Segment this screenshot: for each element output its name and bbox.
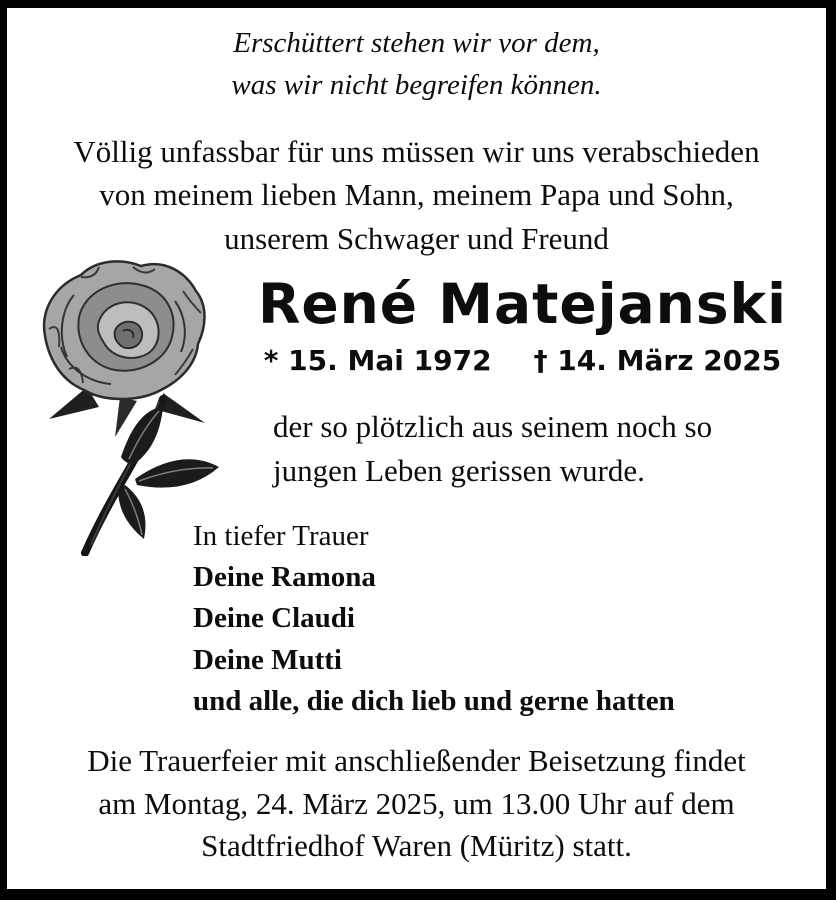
death-date: † 14. März 2025 xyxy=(533,344,782,378)
intro-text xyxy=(7,130,826,260)
mourner-name: Deine Claudi xyxy=(193,602,355,635)
mourner-name: und alle, die dich lieb und gerne hatten xyxy=(193,684,675,717)
rose-icon xyxy=(25,251,237,556)
intro-line-3: unserem Schwager und Freund xyxy=(224,220,609,256)
deceased-name: René Matejanski xyxy=(258,272,787,337)
birth-date: * 15. Mai 1972 xyxy=(263,344,492,378)
mourner-name: Deine Mutti xyxy=(193,643,342,676)
life-dates xyxy=(219,344,826,377)
intro-line-1: Völlig unfassbar für uns müssen wir uns verabschieden xyxy=(73,134,760,170)
funeral-line-3: Stadtfriedhof Waren (Müritz) statt. xyxy=(201,828,632,864)
mourners-heading: In tiefer Trauer xyxy=(193,520,369,553)
eulogy-line-2: jungen Leben gerissen wurde. xyxy=(273,452,645,488)
funeral-line-1: Die Trauerfeier mit anschließender Beisetzung findet xyxy=(87,742,746,778)
opening-quote-line-1: Erschüttert stehen wir vor dem, xyxy=(233,27,600,59)
mourners-block xyxy=(193,516,826,722)
eulogy-text xyxy=(273,405,826,492)
opening-quote-line-2: was wir nicht begreifen können. xyxy=(231,69,602,102)
opening-quote xyxy=(7,22,826,106)
funeral-line-2: am Montag, 24. März 2025, um 13.00 Uhr auf dem xyxy=(98,785,735,821)
intro-line-2: von meinem lieben Mann, meinem Papa und Sohn, xyxy=(99,177,734,213)
funeral-info xyxy=(7,740,826,868)
mourner-name: Deine Ramona xyxy=(193,561,376,594)
eulogy-line-1: der so plötzlich aus seinem noch so xyxy=(273,409,713,445)
